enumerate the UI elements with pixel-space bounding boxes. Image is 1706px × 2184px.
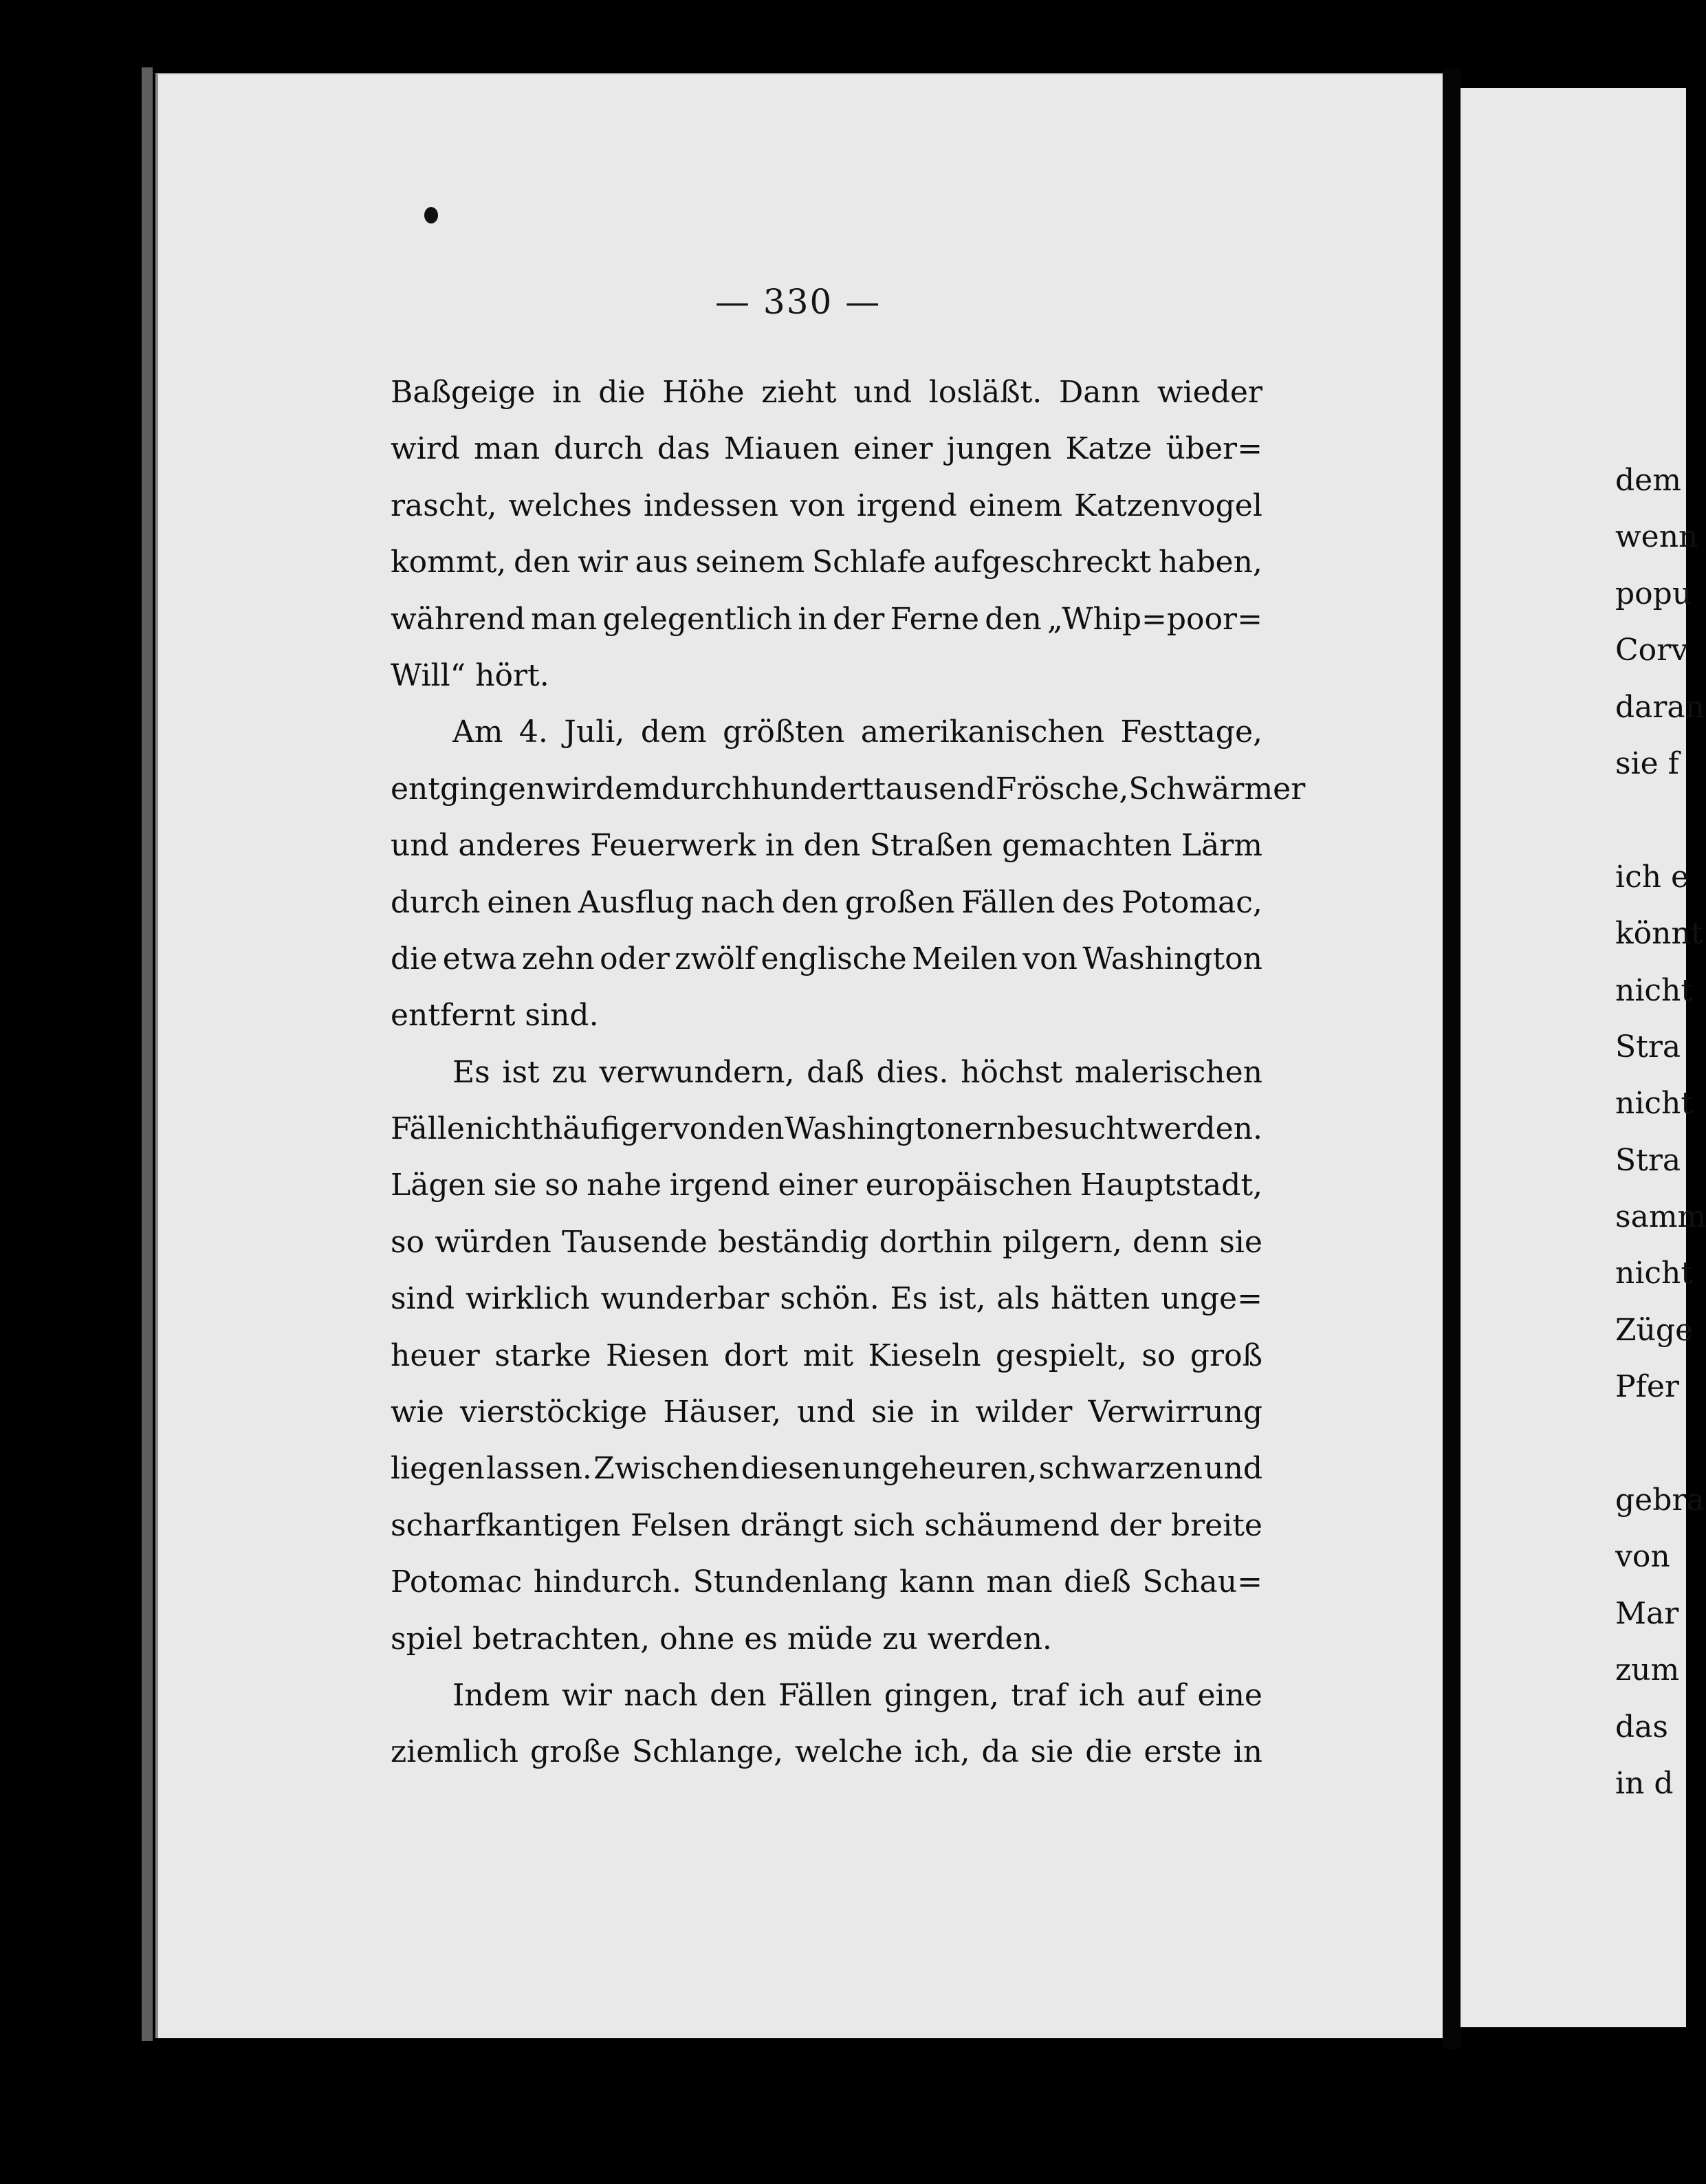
text-line: Will“ hört. [391,657,549,693]
word: seinem [695,545,805,580]
word: Am [452,714,503,750]
word: nach [701,884,775,920]
text-line [391,1554,1262,1610]
text-line [391,704,1262,761]
word: wunderbar [600,1281,769,1317]
word: dem [595,771,661,807]
right-text-line: samm [1615,1199,1706,1235]
right-text-line: von [1615,1539,1670,1575]
word: Es [890,1281,928,1317]
word: welche [794,1734,903,1770]
word: sie [1219,1224,1262,1260]
word: gelegentlich [602,601,793,637]
word: Lägen [391,1168,485,1203]
word: Washington [1082,941,1262,976]
text-line [391,534,1262,591]
word: hindurch. [533,1564,681,1600]
right-text-line: das [1615,1709,1668,1745]
word: zwölf [675,941,756,976]
text-line: spiel betrachten, ohne es müde zu werden. [391,1621,1052,1657]
word: nicht [465,1111,543,1147]
word: man [531,601,598,637]
word: hätten [1051,1281,1150,1317]
word: sich [853,1507,915,1543]
word: gespielt, [996,1337,1127,1373]
word: gemachten [1002,828,1172,864]
page-edge-shadow [142,67,153,2041]
word: aufgeschreckt [933,545,1152,580]
word: so [391,1224,425,1260]
word: des [1062,884,1115,920]
word: daß [807,1054,864,1090]
word: in [552,375,582,410]
right-text-line: Corv [1615,633,1689,668]
word: wieder [1157,375,1262,410]
word: wir [578,545,628,580]
word: sie [871,1395,915,1430]
right-text-line: könnt [1615,916,1703,952]
text-line: entfernt sind. [391,998,599,1034]
right-text-line: Stra [1615,1029,1681,1064]
word: traf [1011,1677,1067,1713]
word: Juli, [564,714,625,750]
right-text-line: daran [1615,689,1705,725]
word: Felsen [631,1507,731,1543]
text-line [391,1271,1262,1327]
word: dies. [876,1054,949,1090]
word: von [1022,941,1078,976]
word: Schlange, [631,1734,783,1770]
word: Lärm [1181,828,1262,864]
word: große [530,1734,621,1770]
text-line [391,1045,1262,1101]
word: während [391,601,525,637]
word: und [391,828,449,864]
word: amerikanischen [860,714,1105,750]
word: größten [723,714,845,750]
word: Dann [1059,375,1141,410]
word: einem [968,488,1062,523]
word: sie [493,1168,537,1203]
word: der [833,601,885,637]
book-gutter [1443,69,1461,2049]
word: Katze [1065,431,1152,467]
word: schäumend [924,1507,1100,1543]
word: Potomac [391,1564,523,1600]
word: wilder [975,1395,1073,1430]
word: 4. [518,714,548,750]
word: zehn [521,941,595,976]
word: besucht [1016,1111,1138,1147]
word: in [930,1395,960,1430]
word: großen [844,884,955,920]
word: als [996,1281,1040,1317]
word: Höhe [662,375,745,410]
word: Indem [452,1677,550,1713]
word: in [765,828,795,864]
word: malerischen [1074,1054,1262,1090]
word: Fälle [391,1111,465,1147]
word: denn [1133,1224,1209,1260]
word: über= [1166,431,1262,467]
right-text-line: Mar [1615,1595,1679,1631]
word: Verwirrung [1088,1395,1262,1430]
word: einer [853,431,933,467]
word: drängt [740,1507,844,1543]
word: wirklich [466,1281,590,1317]
word: ist, [939,1281,986,1317]
word: werden. [1137,1111,1262,1147]
word: breite [1170,1507,1262,1543]
word: Hauptstadt, [1080,1168,1262,1203]
word: Katzenvogel [1073,488,1262,523]
word: sind [391,1281,455,1317]
word: irgend [856,488,957,523]
right-text-line [1615,792,1706,849]
word: da [981,1734,1019,1770]
word: die [598,375,646,410]
word: auf [1137,1677,1186,1713]
word: eine [1197,1677,1262,1713]
word: einen [487,884,572,920]
word: wir [562,1677,612,1713]
word: Meilen [912,941,1018,976]
word: das [657,431,710,467]
word: man [986,1564,1053,1600]
word: Festtage, [1120,714,1262,750]
right-text-line: ich e [1615,859,1689,895]
right-text-line: wenn [1615,519,1698,555]
word: einer [778,1168,857,1203]
right-text-line: nicht [1615,972,1694,1008]
word: Baßgeige [391,375,536,410]
text-line [391,1328,1262,1384]
word: gingen, [884,1677,999,1713]
text-line [391,875,1262,931]
word: der [1109,1507,1161,1543]
word: welches [508,488,632,523]
word: ungeheuren, [842,1451,1038,1487]
word: vierstöckige [459,1395,648,1430]
word: ist [502,1054,540,1090]
word: nahe [587,1168,662,1203]
word: mit [802,1337,854,1373]
word: Schlafe [811,545,926,580]
word: Es [452,1054,490,1090]
word: würden [435,1224,551,1260]
body-text [391,364,1306,1781]
word: in [1233,1734,1262,1770]
text-line [391,421,1262,477]
word: in [798,601,827,637]
word: Ferne [890,601,980,637]
right-text-line: in d [1615,1765,1674,1801]
word: Miauen [723,431,840,467]
word: kommt, [391,545,507,580]
word: den [803,828,861,864]
word: lassen. [486,1451,592,1487]
word: ich [1078,1677,1125,1713]
right-page-text [1615,452,1706,1812]
word: den [985,601,1042,637]
word: ich, [914,1734,970,1770]
text-line [391,1214,1262,1271]
word: losläßt. [928,375,1042,410]
word: etwa [442,941,517,976]
word: kann [899,1564,975,1600]
page-number: — 330 — [715,282,882,322]
word: Schau= [1142,1564,1262,1600]
word: häufiger [543,1111,672,1147]
word: groß [1190,1337,1262,1373]
right-text-line: Pfer [1615,1369,1679,1405]
word: so [545,1168,579,1203]
word: europäischen [865,1168,1073,1203]
word: irgend [669,1168,770,1203]
word: man [473,431,540,467]
word: zieht [761,375,837,410]
word: pilgern, [1003,1224,1122,1260]
text-line [391,761,1306,818]
word: heuer [391,1337,480,1373]
word: den [513,545,571,580]
ink-spot [424,207,438,223]
right-text-line: Züge [1615,1312,1694,1348]
word: nach [624,1677,698,1713]
word: erste [1144,1734,1222,1770]
word: indessen [643,488,779,523]
word: ziemlich [391,1734,519,1770]
word: Kieseln [868,1337,981,1373]
word: Fällen [778,1677,873,1713]
right-page-fragment [1461,88,1706,2027]
word: Tausende [562,1224,708,1260]
word: „Whip=poor= [1047,601,1262,637]
word: beständig [717,1224,869,1260]
word: Straßen [869,828,993,864]
word: Fällen [961,884,1056,920]
word: verwundern, [599,1054,795,1090]
word: schön. [780,1281,879,1317]
right-text-line [1615,1416,1706,1472]
word: anderes [458,828,581,864]
word: dieß [1064,1564,1131,1600]
word: oder [600,941,670,976]
right-text-line: nicht [1615,1256,1694,1291]
word: aus [635,545,688,580]
word: wir [545,771,595,807]
word: und [797,1395,855,1430]
text-line [391,478,1262,534]
word: liegen [391,1451,485,1487]
word: Washingtonern [784,1111,1017,1147]
word: dort [723,1337,789,1373]
word: Stundenlang [692,1564,888,1600]
word: Feuerwerk [590,828,756,864]
word: diesen [741,1451,842,1487]
word: Potomac, [1121,884,1262,920]
right-text-line: nicht [1615,1086,1694,1122]
word: starke [494,1337,591,1373]
word: schwarzen [1038,1451,1203,1487]
word: von [672,1111,728,1147]
word: höchst [961,1054,1063,1090]
word: Riesen [606,1337,710,1373]
text-line [391,1157,1262,1214]
word: scharfkantigen [391,1507,621,1543]
text-line [391,591,1262,648]
right-text-line: Stra [1615,1142,1681,1178]
text-line [391,1498,1262,1554]
text-line [391,1384,1262,1441]
word: und [853,375,912,410]
word: haben, [1158,545,1262,580]
word: den [781,884,839,920]
word: Schwärmer [1128,771,1306,807]
word: dem [640,714,707,750]
word: Frösche, [995,771,1129,807]
word: sie [1030,1734,1074,1770]
word: durch [661,771,752,807]
right-text-line: popu [1615,576,1692,611]
right-text-line: gebra [1615,1483,1705,1518]
right-text-line: dem [1615,463,1681,498]
word: Häuser, [663,1395,782,1430]
right-text-line: sie f [1615,745,1679,781]
text-line [391,364,1262,421]
word: dorthin [879,1224,992,1260]
word: die [391,941,438,976]
text-line [391,1101,1262,1157]
word: wird [391,431,460,467]
word: so [1141,1337,1176,1373]
text-line [391,931,1262,987]
word: den [710,1677,767,1713]
word: den [727,1111,785,1147]
word: die [1085,1734,1133,1770]
word: und [1204,1451,1262,1487]
text-line [391,1668,1262,1724]
word: entgingen [391,771,546,807]
word: hunderttausend [751,771,996,807]
word: durch [391,884,481,920]
word: zu [551,1054,587,1090]
text-line [391,1441,1262,1497]
word: jungen [946,431,1052,467]
word: englische [761,941,907,976]
right-text-line: zum [1615,1652,1680,1688]
word: unge= [1161,1281,1262,1317]
word: rascht, [391,488,497,523]
word: von [790,488,845,523]
word: durch [554,431,644,467]
word: Ausflug [578,884,695,920]
text-line [391,818,1262,874]
text-line [391,1724,1262,1780]
word: wie [391,1395,444,1430]
word: Zwischen [593,1451,740,1487]
